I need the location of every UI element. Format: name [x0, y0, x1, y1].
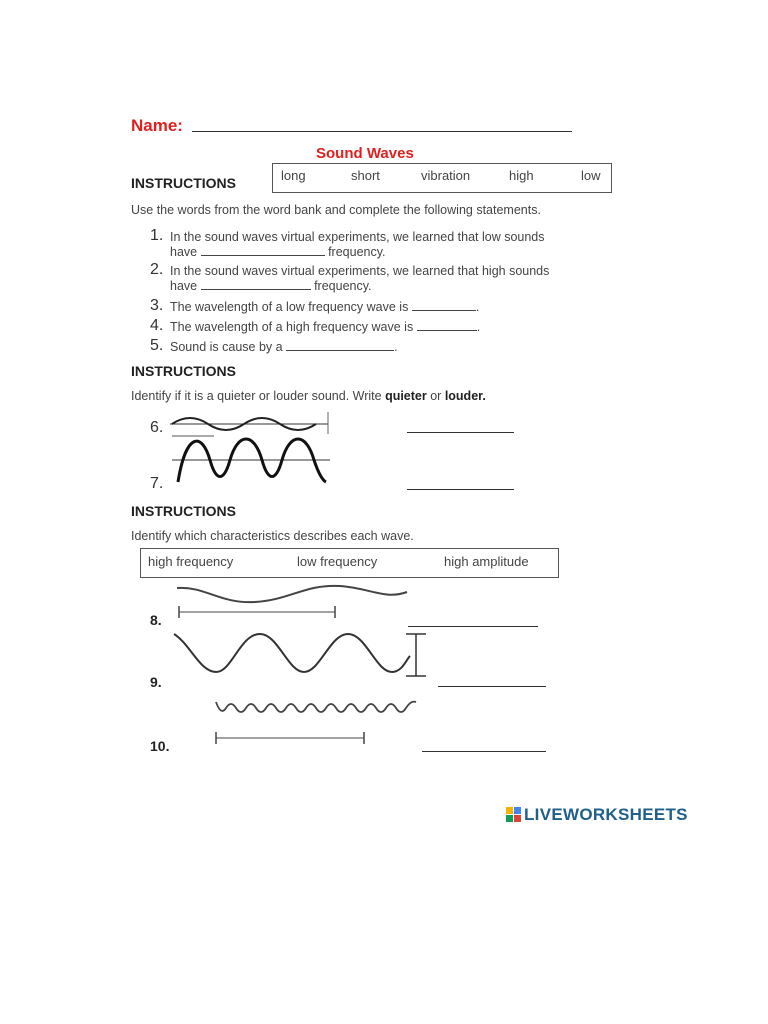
section3-prompt: Identify which characteristics describes each wave.: [131, 529, 414, 543]
answer-line-9[interactable]: [438, 686, 546, 687]
word-bank-item: long: [281, 168, 306, 183]
word-bank-item: high: [509, 168, 534, 183]
punctuation: .: [476, 320, 481, 334]
question-number: 7.: [150, 475, 164, 492]
word-bank-item: high amplitude: [444, 554, 529, 569]
question-text: frequency.: [314, 279, 372, 293]
answer-line-10[interactable]: [422, 751, 546, 752]
answer-line-6[interactable]: [407, 432, 514, 433]
question-number: 3.: [150, 297, 164, 314]
wave-7-loud: [172, 438, 332, 484]
wave-10-high-frequency: [212, 696, 422, 748]
word-bank-2: [140, 548, 559, 578]
answer-blank-3[interactable]: [412, 300, 476, 311]
name-input-line[interactable]: [192, 131, 572, 132]
question-text: have: [170, 245, 198, 259]
question-text: The wavelength of a high frequency wave is: [170, 320, 414, 334]
instructions-heading-2: INSTRUCTIONS: [131, 363, 236, 379]
question-number: 10.: [150, 738, 170, 754]
wave-9-high-amplitude: [170, 630, 440, 685]
question-text: Sound is cause by a: [170, 340, 283, 354]
question-number: 2.: [150, 261, 164, 278]
question-text: The wavelength of a low frequency wave is: [170, 300, 409, 314]
word-bank-item: short: [351, 168, 380, 183]
word-bank-item: vibration: [421, 168, 471, 183]
question-number: 6.: [150, 419, 164, 436]
section2-prompt: Identify if it is a quieter or louder sound. Write quieter or louder.: [131, 389, 486, 403]
word-bank-item: high frequency: [148, 554, 234, 569]
wave-6-quiet: [170, 408, 330, 438]
answer-blank-2[interactable]: [201, 279, 311, 290]
answer-line-7[interactable]: [407, 489, 514, 490]
logo-text: LIVEWORKSHEETS: [524, 805, 688, 824]
question-number: 1.: [150, 227, 164, 244]
worksheet-title: Sound Waves: [316, 145, 414, 162]
question-number: 9.: [150, 674, 162, 690]
question-text: frequency.: [328, 245, 386, 259]
answer-blank-4[interactable]: [417, 320, 477, 331]
answer-line-8[interactable]: [408, 626, 538, 627]
answer-blank-1[interactable]: [201, 245, 325, 256]
wave-8-low-frequency: [175, 582, 415, 622]
question-number: 5.: [150, 337, 164, 354]
instructions-heading-3: INSTRUCTIONS: [131, 503, 236, 519]
logo-icon: [506, 807, 522, 823]
question-text: In the sound waves virtual experiments, we learned that low sounds: [170, 230, 545, 244]
answer-blank-5[interactable]: [286, 340, 394, 351]
section1-prompt: Use the words from the word bank and complete the following statements.: [131, 203, 541, 217]
liveworksheets-logo: [506, 805, 688, 825]
instructions-heading-1: INSTRUCTIONS: [131, 175, 236, 191]
question-text: In the sound waves virtual experiments, we learned that high sounds: [170, 264, 550, 278]
question-text: have: [170, 279, 198, 293]
question-number: 8.: [150, 612, 162, 628]
word-bank-item: low frequency: [297, 554, 378, 569]
punctuation: .: [475, 300, 480, 314]
name-label: Name:: [131, 116, 183, 135]
word-bank-item: low: [581, 168, 601, 183]
question-number: 4.: [150, 317, 164, 334]
punctuation: .: [394, 340, 398, 354]
word-bank-1: [272, 163, 612, 193]
